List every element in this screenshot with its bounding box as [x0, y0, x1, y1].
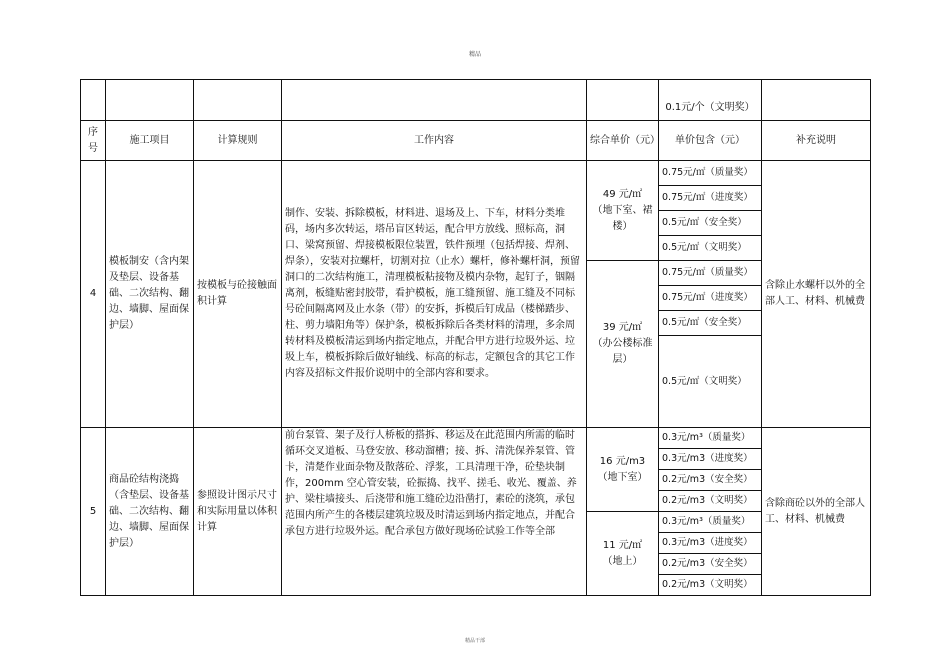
- cell-empty: [282, 80, 587, 121]
- page-footer-note: 精品干部: [464, 638, 485, 644]
- cell-empty: [106, 80, 194, 121]
- table-row: [81, 428, 871, 449]
- col-header-price: 综合单价（元）: [587, 121, 659, 161]
- bonus-item: 0.2元/m3（安全奖）: [659, 470, 762, 491]
- calc-rule: 按模板与砼接触面积计算: [194, 161, 282, 428]
- calc-rule: 参照设计图示尺寸和实际用量以体积计算: [194, 428, 282, 596]
- bonus-item: 0.5元/㎡（安全奖）: [659, 211, 762, 236]
- carry-over-row: [81, 80, 871, 121]
- col-header-work: 工作内容: [282, 121, 587, 161]
- bonus-item: 0.2元/m3（文明奖）: [659, 491, 762, 512]
- bonus-item: 0.3元/m3（进度奖）: [659, 533, 762, 554]
- row-number: 5: [81, 428, 106, 596]
- unit-price: 49 元/㎡: [602, 188, 643, 200]
- project-item: 商品砼结构浇捣（含垫层、设备基础、二次结构、翻边、墙脚、屋面保护层）: [106, 428, 194, 596]
- bonus-item: 0.75元/㎡（质量奖）: [659, 161, 762, 186]
- unit-price-scope: （地上）: [602, 555, 643, 567]
- col-header-item: 施工项目: [106, 121, 194, 161]
- row-number: 4: [81, 161, 106, 428]
- bonus-item: 0.3元/m³（质量奖）: [659, 512, 762, 533]
- header-row: [81, 121, 871, 161]
- unit-price-cell: [587, 428, 659, 512]
- col-header-note: 补充说明: [762, 121, 871, 161]
- quote-table: [80, 79, 871, 596]
- col-header-include: 单价包含（元）: [659, 121, 762, 161]
- supplementary-note: 含除商砼以外的全部人工、材料、机械费: [762, 428, 871, 596]
- col-header-rule: 计算规则: [194, 121, 282, 161]
- carry-over-bonus: 0.1元/个（文明奖）: [659, 80, 762, 121]
- cell-empty: [762, 80, 871, 121]
- unit-price: 16 元/m3: [599, 455, 646, 467]
- cell-empty: [194, 80, 282, 121]
- bonus-item: 0.3元/m3（进度奖）: [659, 449, 762, 470]
- bonus-item: 0.2元/m3（安全奖）: [659, 554, 762, 575]
- bonus-item: 0.5元/㎡（文明奖）: [659, 336, 762, 428]
- bonus-item: 0.75元/㎡（进度奖）: [659, 186, 762, 211]
- unit-price: 39 元/㎡: [602, 322, 643, 333]
- bonus-item: 0.75元/㎡（质量奖）: [659, 261, 762, 286]
- bonus-item: 0.3元/m³（质量奖）: [659, 428, 762, 449]
- unit-price-scope: （地下室、裙楼）: [592, 204, 653, 232]
- page-header-note: 精品: [468, 51, 481, 58]
- project-item: 模板制安（含内架及垫层、设备基础、二次结构、翻边、墙脚、屋面保护层）: [106, 161, 194, 428]
- unit-price-cell: [587, 512, 659, 596]
- cell-empty: [81, 80, 106, 121]
- unit-price-scope: （办公楼标准层）: [592, 338, 653, 365]
- bonus-item: 0.75元/㎡（进度奖）: [659, 286, 762, 311]
- work-content: 制作、安装、拆除模板，材料进、退场及上、下车，材料分类堆码，场内多次转运，塔吊盲区转运，配合甲方放线、照标高，洞口、梁窝预留、焊接模板限位装置，铁件预埋（包括焊接、焊剂、焊条），安装对拉螺杆，切割对拉（止水）螺杆，修补螺杆洞，预留洞口的二次结构施工，清理模板粘接物及模内杂物，起钉子，铟隔离剂，板缝贴密封胶带，看护模板，施工缝预留、施工缝及不同标号砼间隔离网及止水条（带）的安拆，拆模后钉成品（楼梯踏步、柱、剪力墙阳角等）保护条，模板拆除后各类材料的清理，多余周转材料及模板清运到场内指定地点，并配合甲方进行垃圾外运、垃圾上车，模板拆除后做好轴线、标高的标志，定额包含的其它工作内容及招标文件报价说明中的全部内容和要求。: [282, 161, 587, 428]
- col-header-no: 序号: [81, 121, 106, 161]
- unit-price-cell: [587, 161, 659, 261]
- work-content: 前台泵管、架子及行人桥板的搭拆、移运及在此范围内所需的临时循环交叉道板、马登安放、移动溜槽；接、拆、清洗保养泵管、管卡，清楚作业面杂物及散落砼、浮浆，工具清理干净，砼垫块制作，200mm 空心管安装，砼振捣、找平、搓毛、收光、覆盖、养护、梁柱墙接头、后浇带和施工缝砼边沿凿打，素砼的浇筑，承包范围内所产生的各楼层建筑垃圾及时清运到场内指定地点，并配合承包方进行垃圾外运。配合承包方做好现场砼试验工作等全部: [282, 428, 587, 596]
- unit-price-scope: （地下室）: [597, 471, 648, 483]
- supplementary-note: 含除止水螺杆以外的全部人工、材料、机械费: [762, 161, 871, 428]
- cell-empty: [587, 80, 659, 121]
- bonus-item: 0.5元/㎡（文明奖）: [659, 236, 762, 261]
- bonus-item: 0.2元/m3（文明奖）: [659, 575, 762, 596]
- unit-price: 11 元/㎡: [602, 539, 643, 551]
- table-row: [81, 161, 871, 186]
- bonus-item: 0.5元/㎡（安全奖）: [659, 311, 762, 336]
- unit-price-cell: [587, 261, 659, 428]
